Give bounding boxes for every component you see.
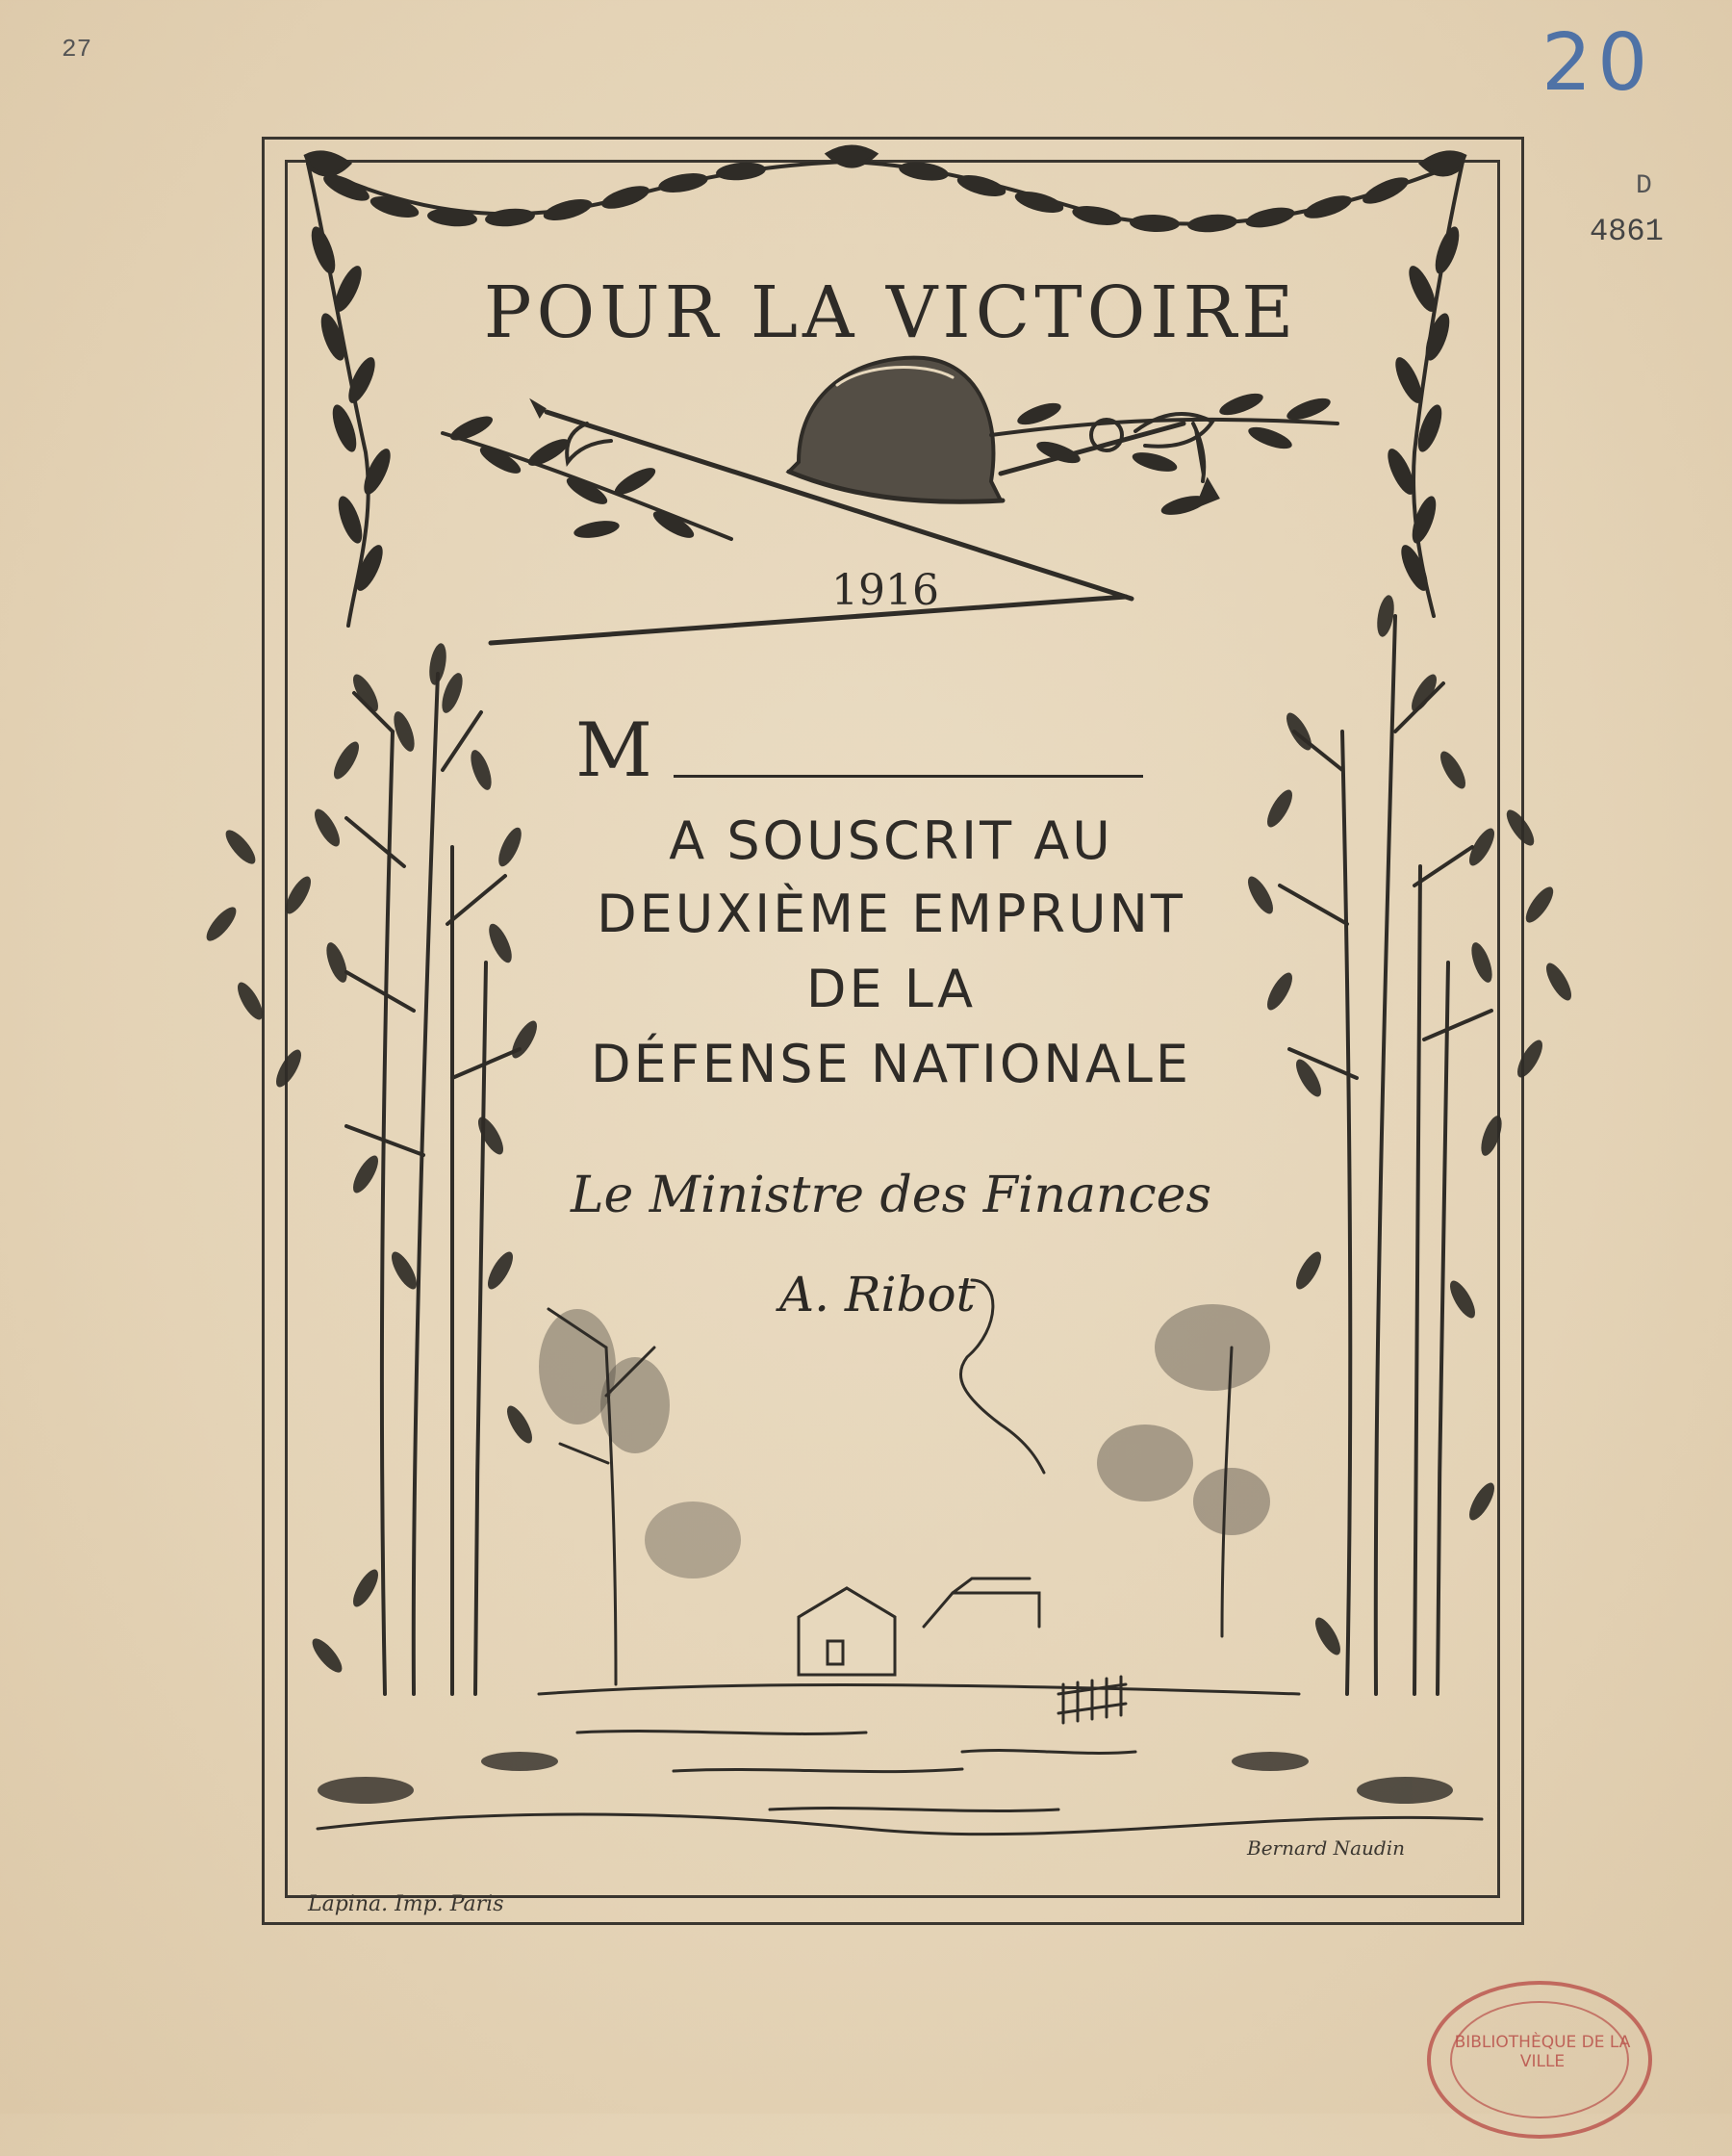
archive-corner-note: 27 bbox=[62, 35, 92, 64]
body-line-2: DEUXIÈME EMPRUNT bbox=[597, 884, 1185, 944]
recipient-prefix: M bbox=[575, 707, 652, 794]
catalog-number: 4861 bbox=[1590, 214, 1664, 249]
minister-title: Le Ministre des Finances bbox=[570, 1167, 1212, 1224]
certificate-title: POUR LA VICTOIRE bbox=[483, 271, 1299, 354]
catalog-prefix: D bbox=[1636, 171, 1652, 201]
certificate-year: 1916 bbox=[831, 566, 939, 615]
minister-signature: A. Ribot bbox=[779, 1267, 976, 1322]
library-stamp-text: BIBLIOTHÈQUE DE LA VILLE bbox=[1454, 2033, 1631, 2071]
recipient-name-line bbox=[674, 775, 1143, 778]
body-line-3: DE LA bbox=[805, 959, 977, 1019]
archive-blue-number: 20 bbox=[1541, 17, 1654, 109]
printer-credit: Lapina. Imp. Paris bbox=[308, 1892, 504, 1916]
village-landscape bbox=[318, 1304, 1482, 1835]
body-line-4: DÉFENSE NATIONALE bbox=[591, 1034, 1191, 1094]
body-line-1: A SOUSCRIT AU bbox=[669, 810, 1113, 871]
artist-signature: Bernard Naudin bbox=[1247, 1836, 1406, 1860]
right-trees bbox=[1243, 594, 1576, 1694]
